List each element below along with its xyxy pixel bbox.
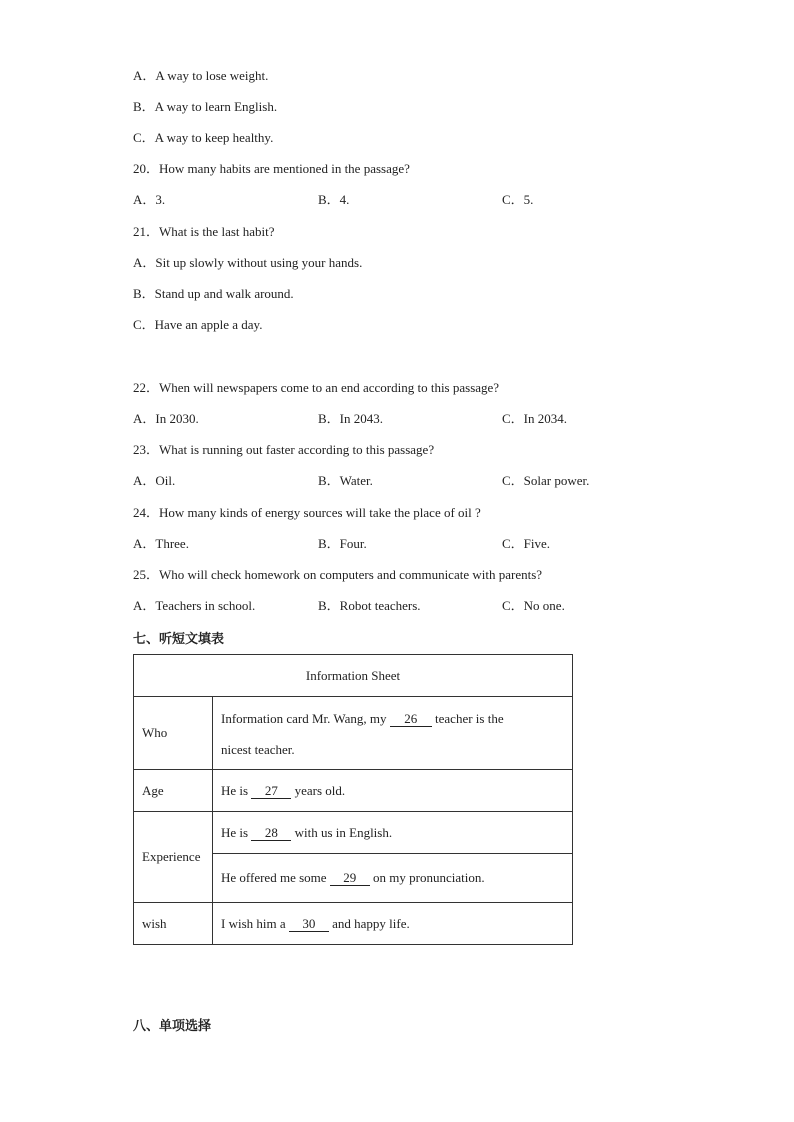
blank-30: 30 [289,916,329,932]
q24-option-a: A．Three. [133,536,189,551]
exp2-text-1: He offered me some [221,870,327,885]
table-title: Information Sheet [305,668,401,683]
q19-option-a: A．A way to lose weight. [133,68,269,83]
q19-option-c: C．A way to keep healthy. [133,130,274,145]
q25-option-c: C．No one. [502,598,565,613]
wish-label: wish [142,916,167,931]
q25-option-a: A．Teachers in school. [133,598,256,613]
q23-option-b: B．Water. [318,473,373,488]
wish-value [221,903,410,944]
information-sheet-table [133,654,573,945]
q20-option-c: C．5. [502,192,534,207]
q23-option-a: A．Oil. [133,473,176,488]
who-label: Who [142,725,168,740]
experience-value-2 [221,854,485,902]
section-7-heading: 七、听短文填表 [133,632,225,647]
blank-28: 28 [251,825,291,841]
exp2-text-2: on my pronunciation. [373,870,485,885]
wish-text-2: and happy life. [332,916,410,931]
q24-question: 24．How many kinds of energy sources will take the place of oil ? [133,505,481,520]
exp1-text-2: with us in English. [294,825,393,840]
q22-option-a: A．In 2030. [133,411,199,426]
who-value-line-2: nicest teacher. [221,742,295,757]
q21-option-a: A．Sit up slowly without using your hands. [133,255,363,270]
q20-question: 20．How many habits are mentioned in the passage? [133,161,410,176]
q21-question: 21．What is the last habit? [133,224,275,239]
q22-question: 22．When will newspapers come to an end according to this passage? [133,380,500,395]
who-value-line-1 [221,710,566,728]
q25-question: 25．Who will check homework on computers and communicate with parents? [133,567,543,582]
q20-option-b: B．4. [318,192,350,207]
blank-29: 29 [330,870,370,886]
experience-value-1 [221,812,392,853]
age-value [221,770,345,811]
q23-question: 23．What is running out faster according to this passage? [133,442,435,457]
q24-option-c: C．Five. [502,536,551,551]
blank-27: 27 [251,783,291,799]
blank-26: 26 [390,711,432,727]
age-label: Age [142,783,164,798]
table-column-divider [212,696,213,944]
q22-option-c: C．In 2034. [502,411,568,426]
q20-option-a: A．3. [133,192,166,207]
exp1-text-1: He is [221,825,249,840]
who-text-1: Information card Mr. Wang, my [221,711,387,726]
q19-option-b: B．A way to learn English. [133,99,278,114]
age-text-2: years old. [294,783,346,798]
q22-option-b: B．In 2043. [318,411,384,426]
experience-label: Experience [142,849,201,864]
section-8-heading: 八、单项选择 [133,1019,212,1034]
q23-option-c: C．Solar power. [502,473,590,488]
age-text-1: He is [221,783,249,798]
q21-option-c: C．Have an apple a day. [133,317,263,332]
q21-option-b: B．Stand up and walk around. [133,286,294,301]
who-text-2: teacher is the [435,711,504,726]
q24-option-b: B．Four. [318,536,367,551]
q25-option-b: B．Robot teachers. [318,598,421,613]
wish-text-1: I wish him a [221,916,286,931]
